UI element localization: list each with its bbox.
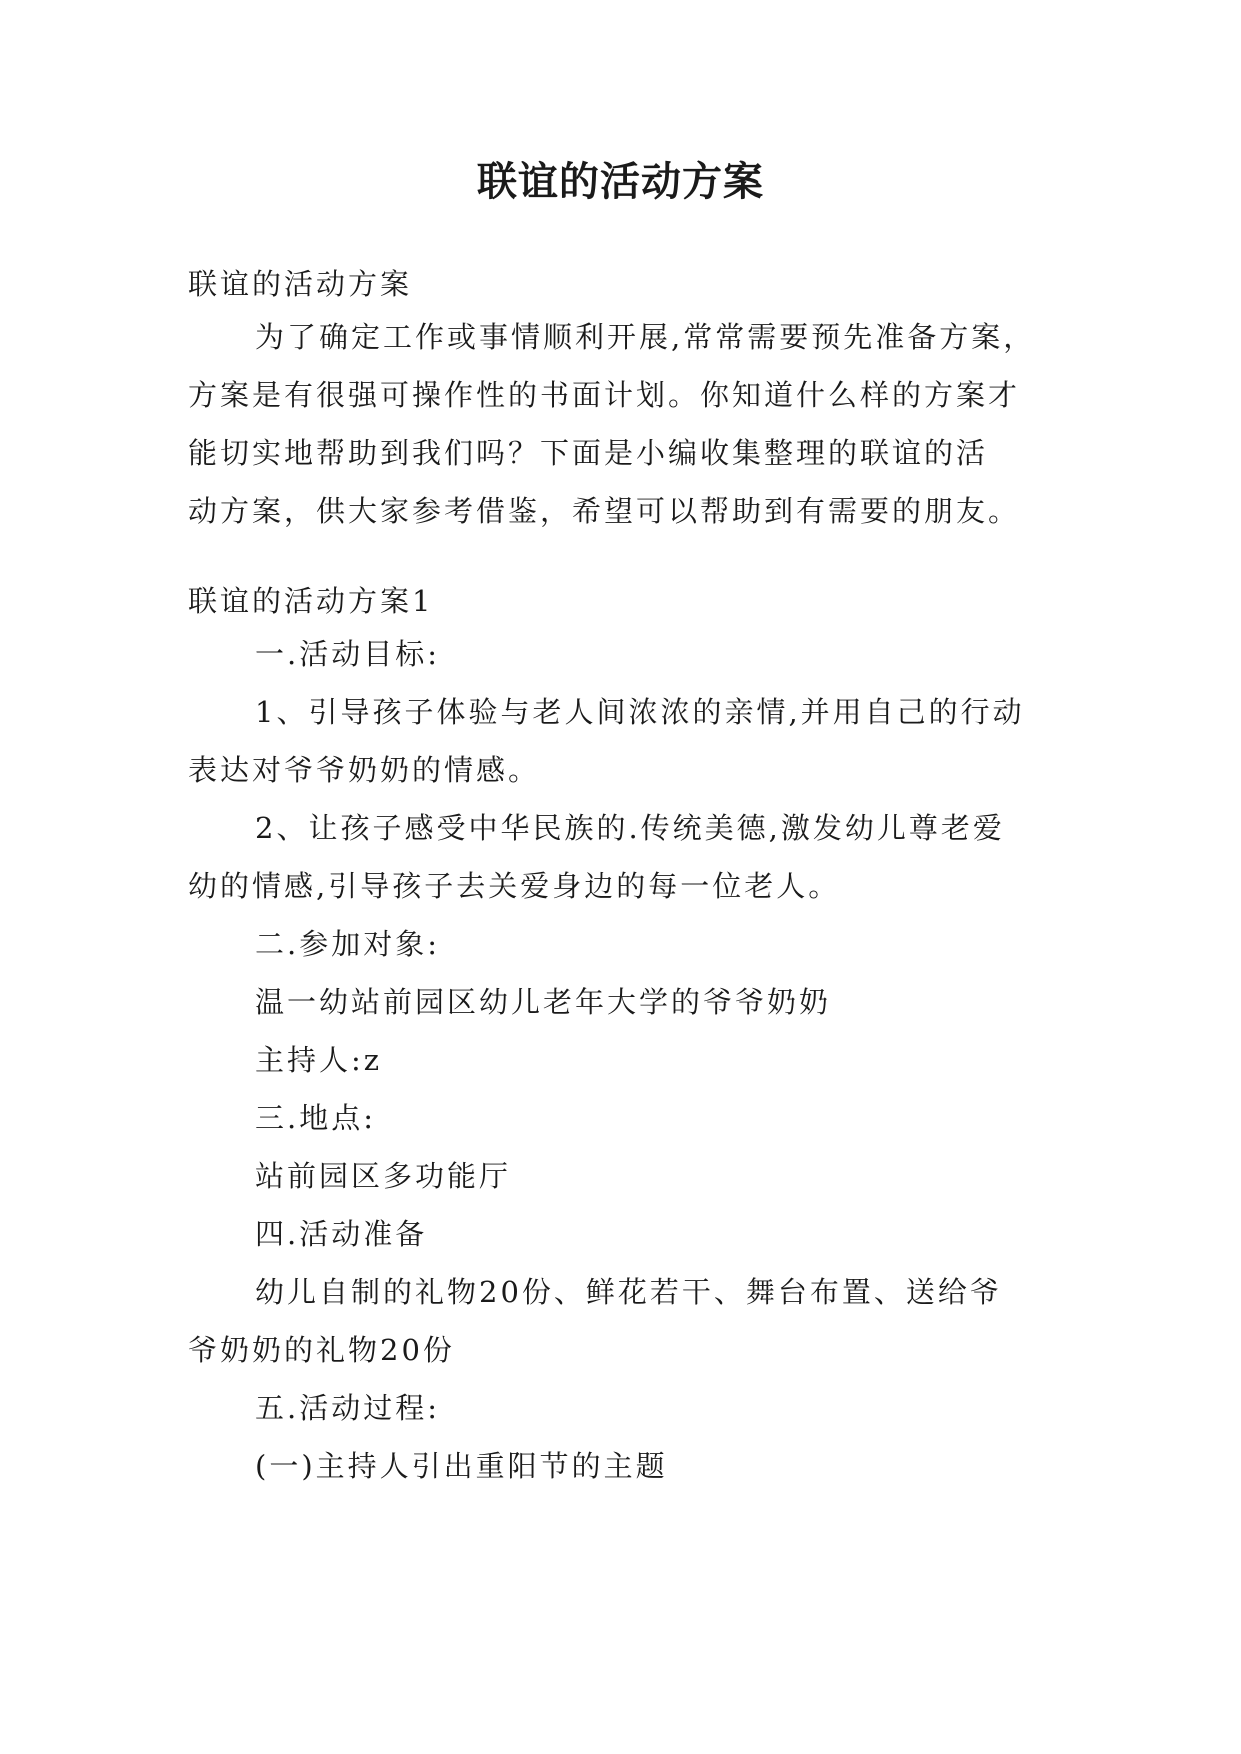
body-line: 五.活动过程: [255,1391,440,1425]
body-line: 二.参加对象: [255,927,440,961]
body-line: 2、让孩子感受中华民族的.传统美德,激发幼儿尊老爱 [255,811,1005,845]
intro-line: 为了确定工作或事情顺利开展,常常需要预先准备方案， [255,320,1036,354]
body-line: 爷奶奶的礼物20份 [188,1333,455,1367]
body-line: (一)主持人引出重阳节的主题 [255,1449,668,1483]
body-line: 幼的情感,引导孩子去关爱身边的每一位老人。 [188,869,841,903]
intro-line: 方案是有很强可操作性的书面计划。你知道什么样的方案才 [188,378,1021,412]
page-title: 联谊的活动方案 [477,159,764,205]
body-line: 幼儿自制的礼物20份、鲜花若干、舞台布置、送给爷 [255,1275,1002,1309]
section-heading: 联谊的活动方案1 [188,584,434,618]
body-line: 三.地点: [255,1101,376,1135]
body-line: 温一幼站前园区幼儿老年大学的爷爷奶奶 [255,985,832,1019]
body-line: 四.活动准备 [255,1217,428,1251]
intro-line: 能切实地帮助到我们吗？下面是小编收集整理的联谊的活 [188,436,989,470]
body-line: 一.活动目标: [255,637,440,671]
document-subtitle: 联谊的活动方案 [188,267,413,301]
body-line: 主持人:z [255,1043,383,1077]
intro-line: 动方案，供大家参考借鉴，希望可以帮助到有需要的朋友。 [188,494,1021,528]
body-line: 表达对爷爷奶奶的情感。 [188,753,541,787]
body-line: 1、引导孩子体验与老人间浓浓的亲情,并用自己的行动 [255,695,1025,729]
body-line: 站前园区多功能厅 [255,1159,512,1193]
